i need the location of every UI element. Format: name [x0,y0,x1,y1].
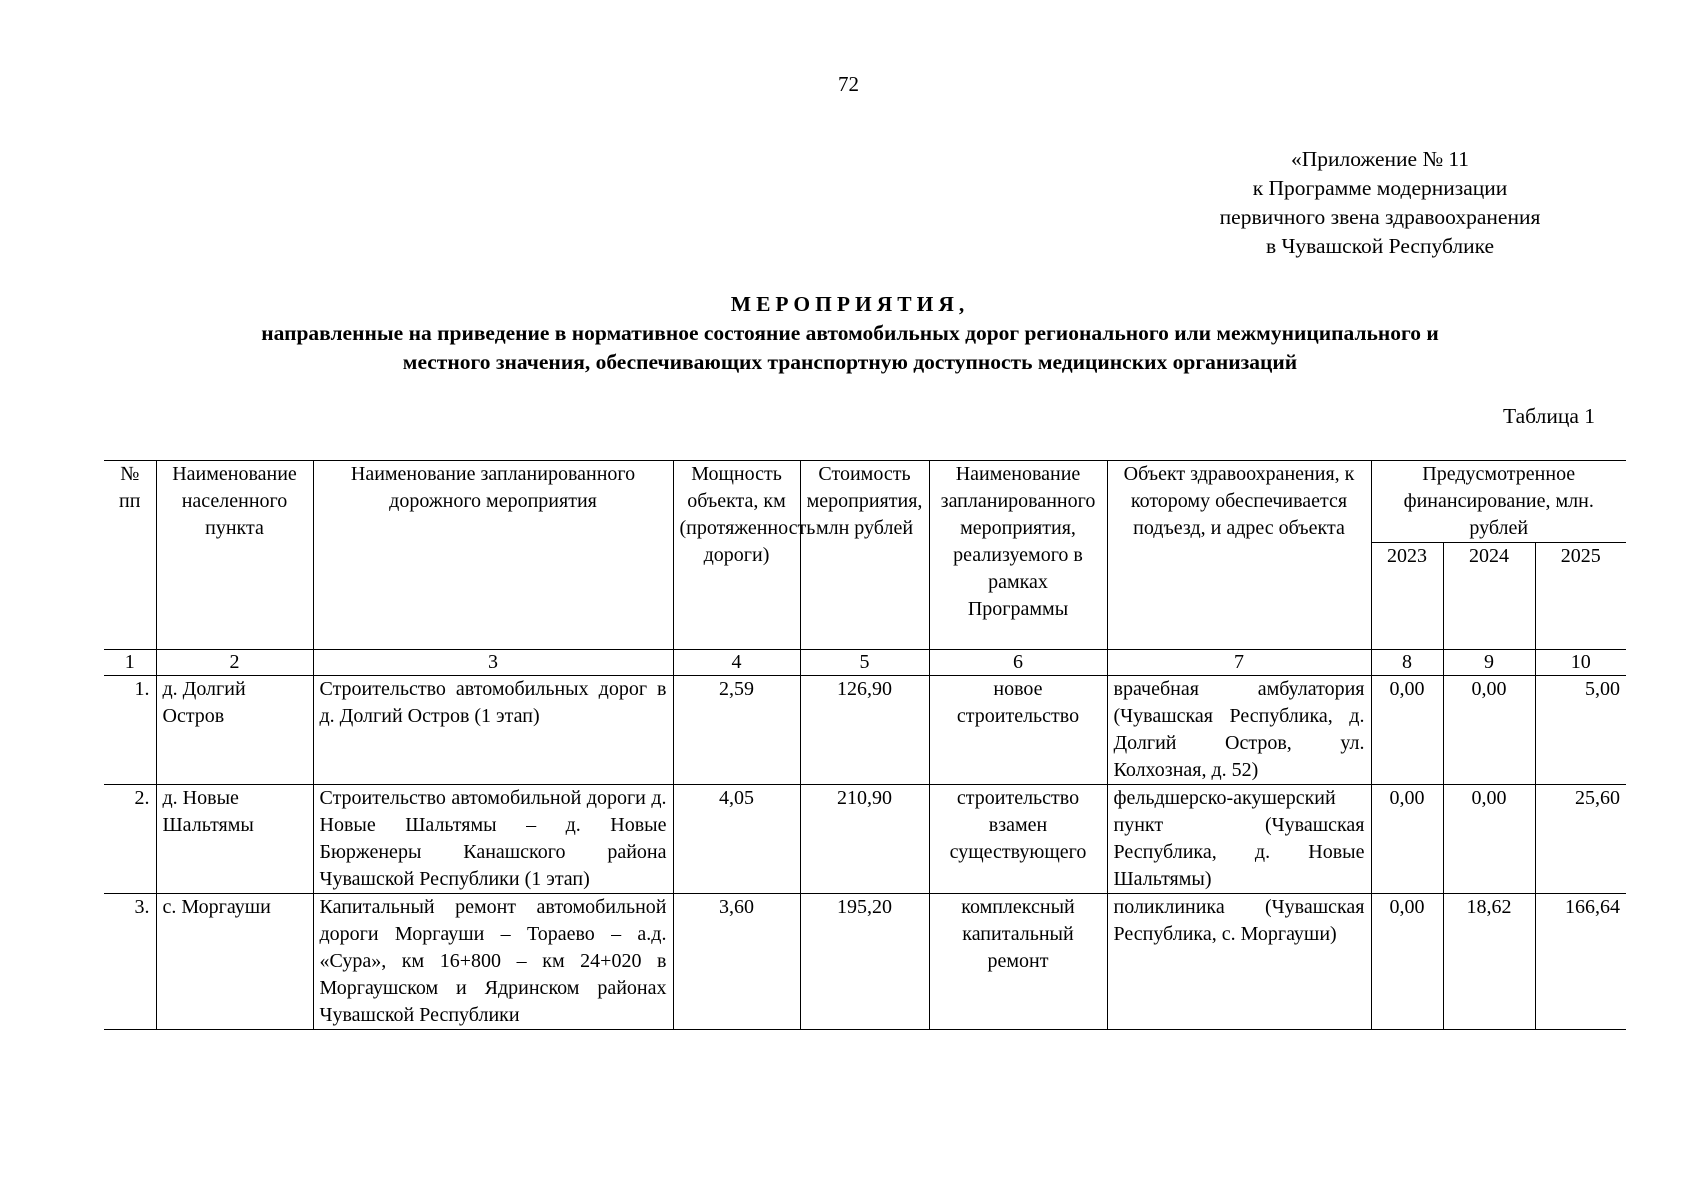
row-2023: 0,00 [1371,894,1443,1030]
header-settlement: Наименование населенного пункта [156,461,313,650]
row-settlement: с. Моргауши [156,894,313,1030]
row-2025: 166,64 [1535,894,1626,1030]
row-health-object: врачебная амбулатория (Чувашская Республика, д. Долгий Остров, ул. Колхозная, д. 52) [1107,676,1371,785]
appendix-line-1: «Приложение № 11 [1290,147,1470,171]
row-cost: 210,90 [800,785,929,894]
header-year-2024: 2024 [1443,543,1535,650]
table-label: Таблица 1 [1503,404,1595,428]
row-num: 2. [104,785,156,894]
title-line-2: местного значения, обеспечивающих транспортную доступность медицинских организаций [402,350,1298,374]
column-number: 2 [156,650,313,676]
header-financing: Предусмотренное финансирование, млн. рублей [1371,461,1626,543]
column-number: 10 [1535,650,1626,676]
row-road-event: Строительство автомобильной дороги д. Новые Шальтямы – д. Новые Бюрженеры Канашского района Чувашской Республики (1 этап) [313,785,673,894]
header-capacity: Мощность объекта, км (протяженность дороги) [673,461,800,650]
events-table [104,460,1626,1030]
row-cost: 126,90 [800,676,929,785]
row-2023: 0,00 [1371,676,1443,785]
row-2024: 18,62 [1443,894,1535,1030]
column-number: 9 [1443,650,1535,676]
table-row [104,894,1626,1030]
column-number: 8 [1371,650,1443,676]
row-2024: 0,00 [1443,785,1535,894]
column-number: 5 [800,650,929,676]
page-number: 72 [838,72,859,96]
row-capacity: 2,59 [673,676,800,785]
header-cost: Стоимость мероприятия, млн рублей [800,461,929,650]
document-title [80,290,1620,377]
row-2025: 5,00 [1535,676,1626,785]
appendix-line-2: к Программе модернизации [1252,176,1508,200]
column-number: 6 [929,650,1107,676]
header-health-object: Объект здравоохранения, к которому обеспечивается подъезд, и адрес объекта [1107,461,1371,650]
column-number: 3 [313,650,673,676]
header-road-event: Наименование запланированного дорожного мероприятия [313,461,673,650]
row-2023: 0,00 [1371,785,1443,894]
row-capacity: 3,60 [673,894,800,1030]
table-row [104,785,1626,894]
header-num: № пп [104,461,156,650]
row-health-object: фельдшерско-акушерский пункт (Чувашская Республика, д. Новые Шальтямы) [1107,785,1371,894]
column-number: 1 [104,650,156,676]
row-num: 3. [104,894,156,1030]
row-num: 1. [104,676,156,785]
row-2024: 0,00 [1443,676,1535,785]
row-2025: 25,60 [1535,785,1626,894]
row-settlement: д. Долгий Остров [156,676,313,785]
appendix-line-3: первичного звена здравоохранения [1219,205,1541,229]
column-numbers-row [104,650,1626,676]
appendix-line-4: в Чувашской Республике [1265,234,1495,258]
row-event-type: комплексный капитальный ремонт [929,894,1107,1030]
row-capacity: 4,05 [673,785,800,894]
row-cost: 195,20 [800,894,929,1030]
column-number: 7 [1107,650,1371,676]
row-event-type: новое строительство [929,676,1107,785]
title-main: МЕРОПРИЯТИЯ, [730,292,970,316]
title-line-1: направленные на приведение в нормативное состояние автомобильных дорог регионального или межмуниципального и [261,321,1439,345]
appendix-header [1170,145,1590,261]
table-row [104,676,1626,785]
row-event-type: строительство взамен существующего [929,785,1107,894]
header-year-2023: 2023 [1371,543,1443,650]
header-year-2025: 2025 [1535,543,1626,650]
row-settlement: д. Новые Шальтямы [156,785,313,894]
row-health-object: поликлиника (Чувашская Республика, с. Моргауши) [1107,894,1371,1030]
row-road-event: Строительство автомобильных дорог в д. Долгий Остров (1 этап) [313,676,673,785]
column-number: 4 [673,650,800,676]
header-event-type: Наименование запланированного мероприятия, реализуемого в рамках Программы [929,461,1107,650]
row-road-event: Капитальный ремонт автомобильной дороги Моргауши – Тораево – а.д. «Сура», км 16+800 – км 24+020 в Моргаушском и Ядринском районах Чувашской Республики [313,894,673,1030]
